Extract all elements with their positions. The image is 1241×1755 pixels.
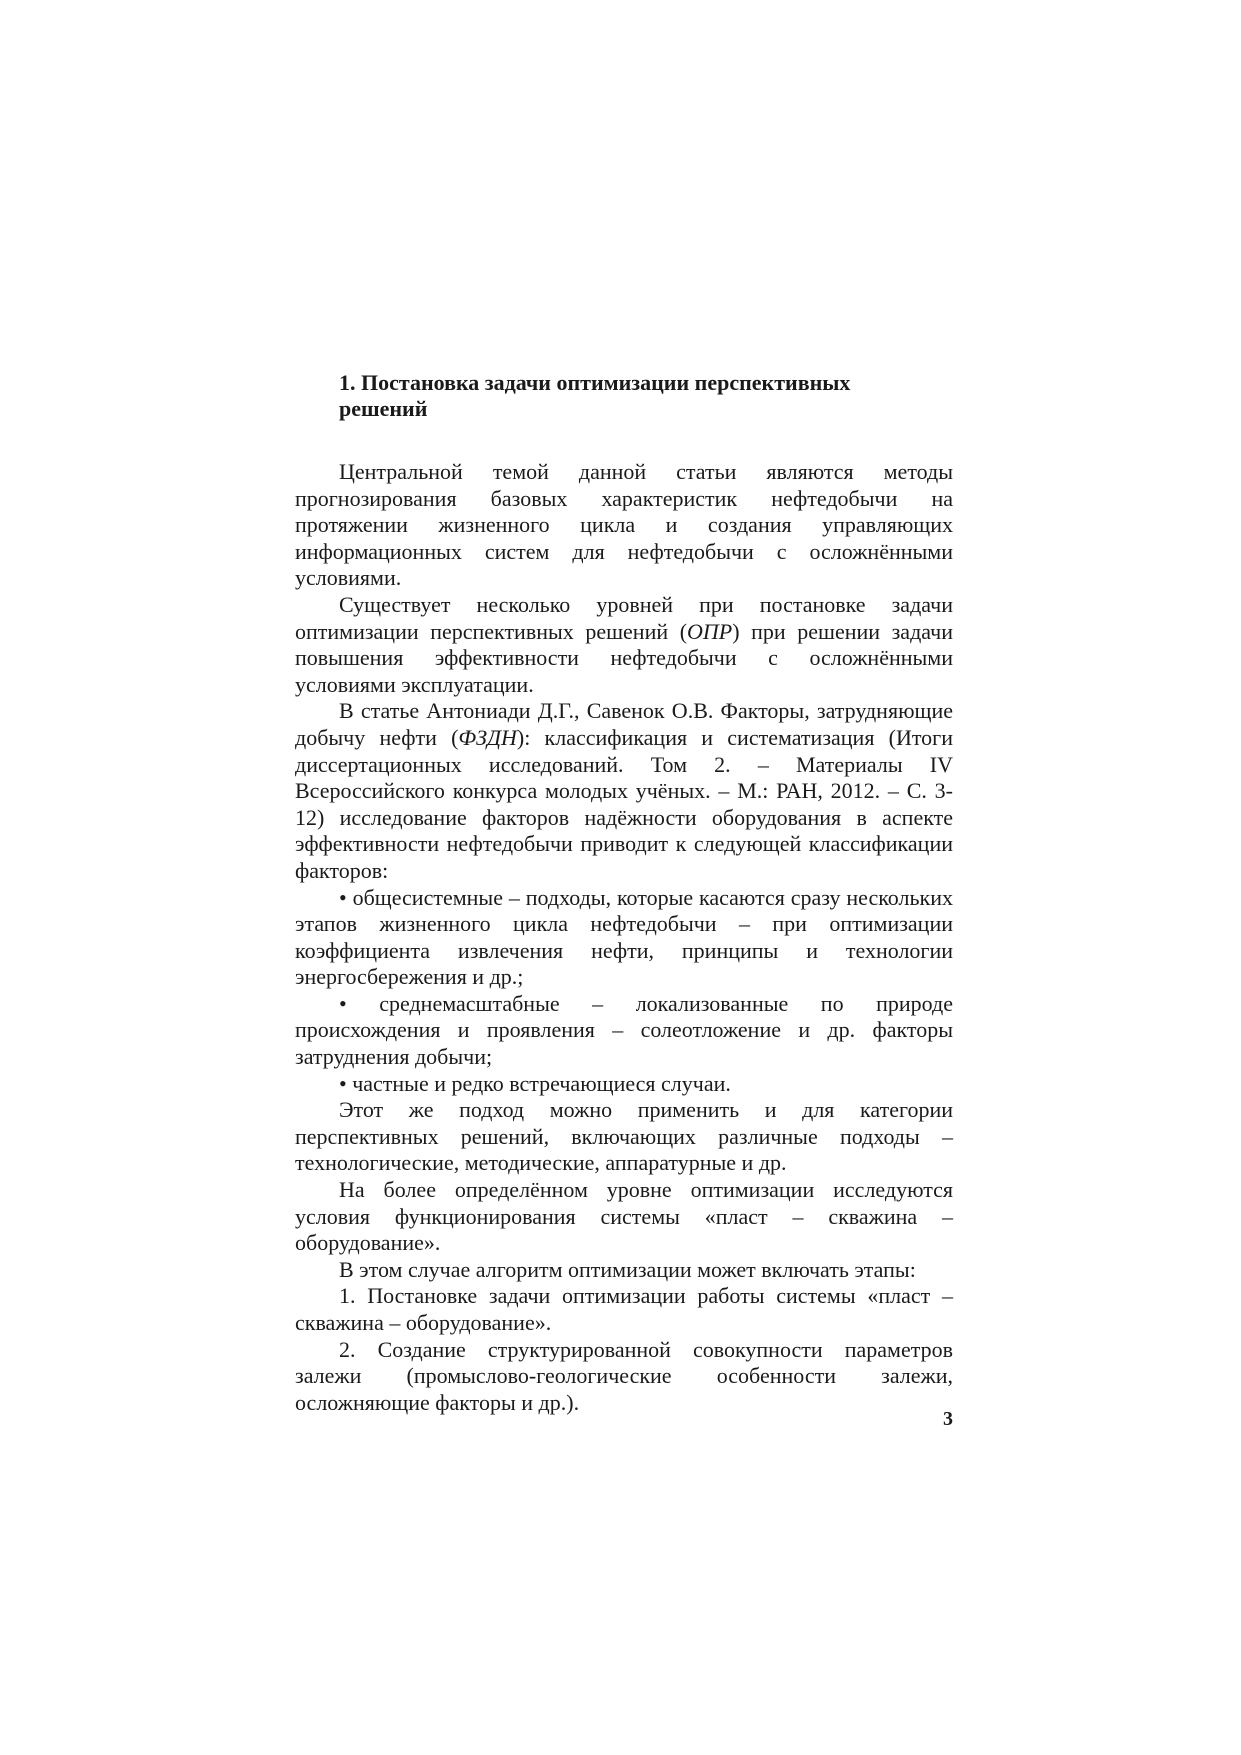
algorithm-step-2: 2. Создание структурированной совокупности параметров залежи (промыслово-геологические особенности залежи, осложняющие факторы и др.). — [295, 1336, 953, 1415]
text-column — [295, 370, 953, 1416]
paragraph-reference-text-b: ): классификация и систематизация (Итоги диссертационных исследований. Том 2. – Материалы IV Всероссийского конкурса молодых учёных. – М.: РАН, 2012. – С. 3-12) исследование факторов надёжности оборудования в аспекте эффективности нефтедобычи приводит к следующей классификации факторов: — [295, 724, 953, 883]
paragraph-conditions: На более определённом уровне оптимизации исследуются условия функционирования системы «пласт – скважина – оборудование». — [295, 1177, 953, 1256]
section-heading — [339, 370, 953, 422]
paragraph-reference-text-a: В статье Антониади Д.Г., Савенок О.В. Факторы, затрудняющие добычу нефти ( — [295, 698, 953, 750]
list-item-system-wide: • общесистемные – подходы, которые касаются сразу нескольких этапов жизненного цикла нефтедобычи – при оптимизации коэффициента извлечения нефти, принципы и технологии энергосбережения и др.; — [295, 884, 953, 990]
list-item-medium-scale: • среднемасштабные – локализованные по природе происхождения и проявления – солеотложение и др. факторы затруднения добычи; — [295, 990, 953, 1070]
paragraph-intro: Центральной темой данной статьи являются методы прогнозирования базовых характеристик нефтедобычи на протяжении жизненного цикла и создания управляющих информационных систем для нефтедобычи с осложнёнными условиями. — [295, 459, 953, 591]
abbr-fzdn: ФЗДН — [458, 724, 517, 750]
page-number: 3 — [943, 1408, 953, 1430]
paragraph-approach: Этот же подход можно применить и для категории перспективных решений, включающих различные подходы – технологические, методические, аппаратурные и др. — [295, 1097, 953, 1176]
section-heading-line-2: решений — [339, 396, 428, 421]
list-item-particular: • частные и редко встречающиеся случаи. — [339, 1070, 731, 1096]
abbr-opr: ОПР — [687, 618, 733, 644]
paragraph-algorithm: В этом случае алгоритм оптимизации может включать этапы: — [339, 1256, 916, 1282]
paragraph-levels-text-b: ) при решении задачи повышения эффективности нефтедобычи с осложнёнными условиями эксплуатации. — [295, 618, 953, 697]
section-heading-line-1: 1. Постановка задачи оптимизации перспективных — [339, 370, 851, 395]
algorithm-step-1: 1. Постановке задачи оптимизации работы системы «пласт – скважина – оборудование». — [295, 1283, 953, 1335]
paragraph-levels — [295, 592, 953, 698]
paragraph-levels-text-a: Существует несколько уровней при постановке задачи оптимизации перспективных решений ( — [295, 591, 953, 644]
paragraph-reference — [295, 698, 953, 884]
